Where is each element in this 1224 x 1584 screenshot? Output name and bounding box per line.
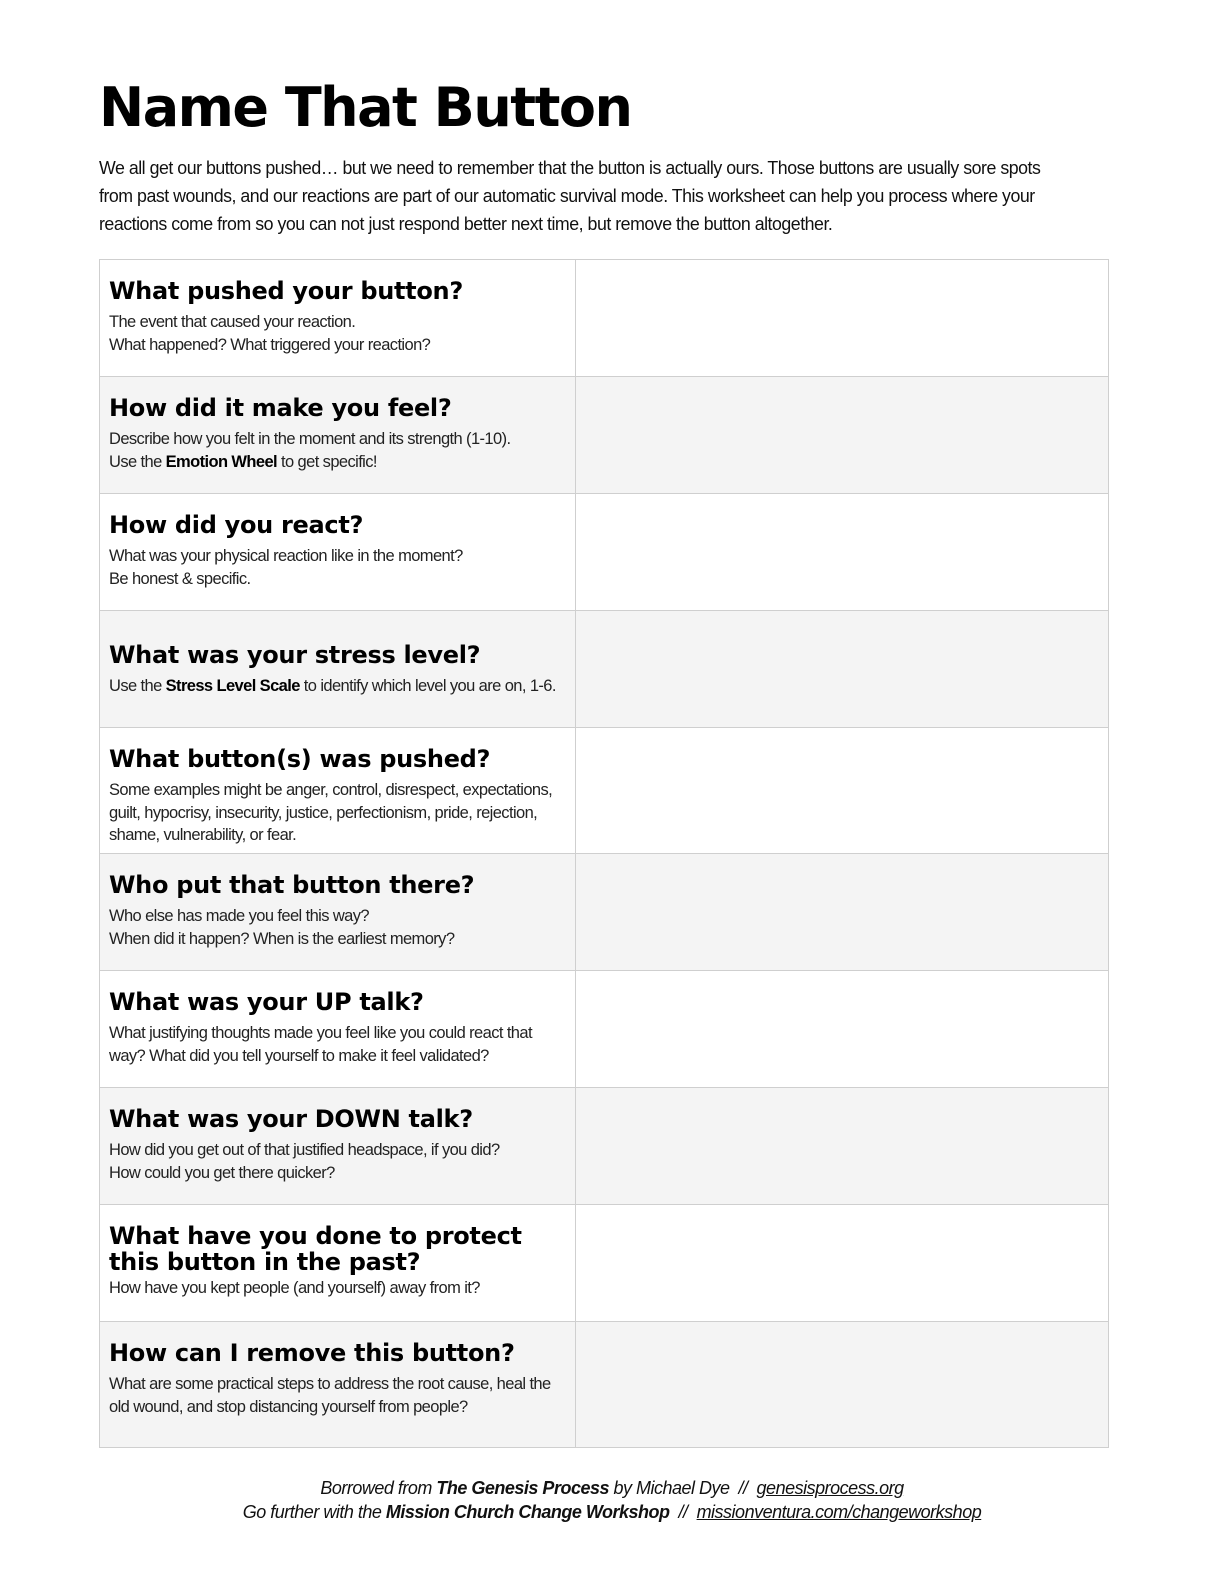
answer-cell[interactable] (576, 377, 1109, 494)
question-cell (100, 728, 576, 854)
question-description: Describe how you felt in the moment and its strength (1-10). Use the Emotion Wheel to get specific! (109, 430, 511, 471)
table-row (100, 377, 1109, 494)
genesis-process-link[interactable]: genesisprocess.org (756, 1478, 904, 1498)
question-title: What have you done to protect this button in the past? (109, 1222, 522, 1276)
table-row (100, 1088, 1109, 1205)
question-description: What was your physical reaction like in the moment? Be honest & specific. (109, 547, 463, 588)
emotion-wheel-reference: Emotion Wheel (165, 452, 278, 471)
change-workshop-link[interactable]: missionventura.com/changeworkshop (696, 1502, 982, 1522)
worksheet-table (99, 259, 1109, 1448)
question-description: What justifying thoughts made you feel like you could react that way? What did you tell yourself to make it feel validated? (109, 1024, 532, 1065)
question-title: What was your UP talk? (109, 988, 424, 1016)
question-description: How have you kept people (and yourself) away from it? (109, 1279, 480, 1297)
question-title: How can I remove this button? (109, 1339, 515, 1367)
answer-cell[interactable] (576, 260, 1109, 377)
answer-cell[interactable] (576, 728, 1109, 854)
question-title: What was your DOWN talk? (109, 1105, 473, 1133)
table-row (100, 854, 1109, 971)
question-description: Use the Stress Level Scale to identify which level you are on, 1-6. (109, 677, 556, 695)
table-row (100, 1322, 1109, 1448)
footer-line-workshop: Go further with the Mission Church Change Workshop // missionventura.com/changeworkshop (242, 1502, 982, 1522)
question-description: The event that caused your reaction. What happened? What triggered your reaction? (109, 313, 431, 354)
question-title: What was your stress level? (109, 641, 481, 669)
table-row (100, 971, 1109, 1088)
question-title: How did you react? (109, 511, 364, 539)
intro-paragraph: We all get our buttons pushed… but we need to remember that the button is actually ours. Those buttons are usually sore spots from past wounds, and our reactions are part of our automatic survival mode. This worksheet can help you process where your reactions come from so you can not just respond better next time, but remove the button altogether. (99, 157, 1041, 234)
stress-level-scale-reference: Stress Level Scale (165, 677, 300, 695)
question-title: How did it make you feel? (109, 394, 452, 422)
question-cell (100, 494, 576, 611)
table-row (100, 260, 1109, 377)
question-cell (100, 1088, 576, 1205)
question-cell (100, 260, 576, 377)
question-cell (100, 854, 576, 971)
question-description: Who else has made you feel this way? When did it happen? When is the earliest memory? (109, 907, 455, 948)
question-cell (100, 971, 576, 1088)
question-title: What button(s) was pushed? (109, 745, 491, 773)
question-cell (100, 1322, 576, 1448)
question-description: How did you get out of that justified headspace, if you did? How could you get there quicker? (109, 1141, 500, 1182)
answer-cell[interactable] (576, 494, 1109, 611)
answer-cell[interactable] (576, 1322, 1109, 1448)
answer-cell[interactable] (576, 611, 1109, 728)
question-cell (100, 1205, 576, 1322)
answer-cell[interactable] (576, 854, 1109, 971)
question-title: What pushed your button? (109, 277, 463, 305)
footer (0, 1476, 1224, 1524)
footer-line-source: Borrowed from The Genesis Process by Michael Dye // genesisprocess.org (320, 1478, 904, 1498)
question-description: What are some practical steps to address the root cause, heal the old wound, and stop distancing yourself from people? (109, 1375, 551, 1416)
question-cell (100, 377, 576, 494)
table-row (100, 728, 1109, 854)
question-description: Some examples might be anger, control, disrespect, expectations, guilt, hypocrisy, insecurity, justice, perfectionism, pride, rejection, shame, vulnerability, or fear. (109, 781, 553, 844)
answer-cell[interactable] (576, 1088, 1109, 1205)
table-row (100, 494, 1109, 611)
page-title: Name That Button (99, 76, 632, 139)
question-cell (100, 611, 576, 728)
table-row (100, 611, 1109, 728)
table-row (100, 1205, 1109, 1322)
answer-cell[interactable] (576, 971, 1109, 1088)
answer-cell[interactable] (576, 1205, 1109, 1322)
question-title: Who put that button there? (109, 871, 475, 899)
